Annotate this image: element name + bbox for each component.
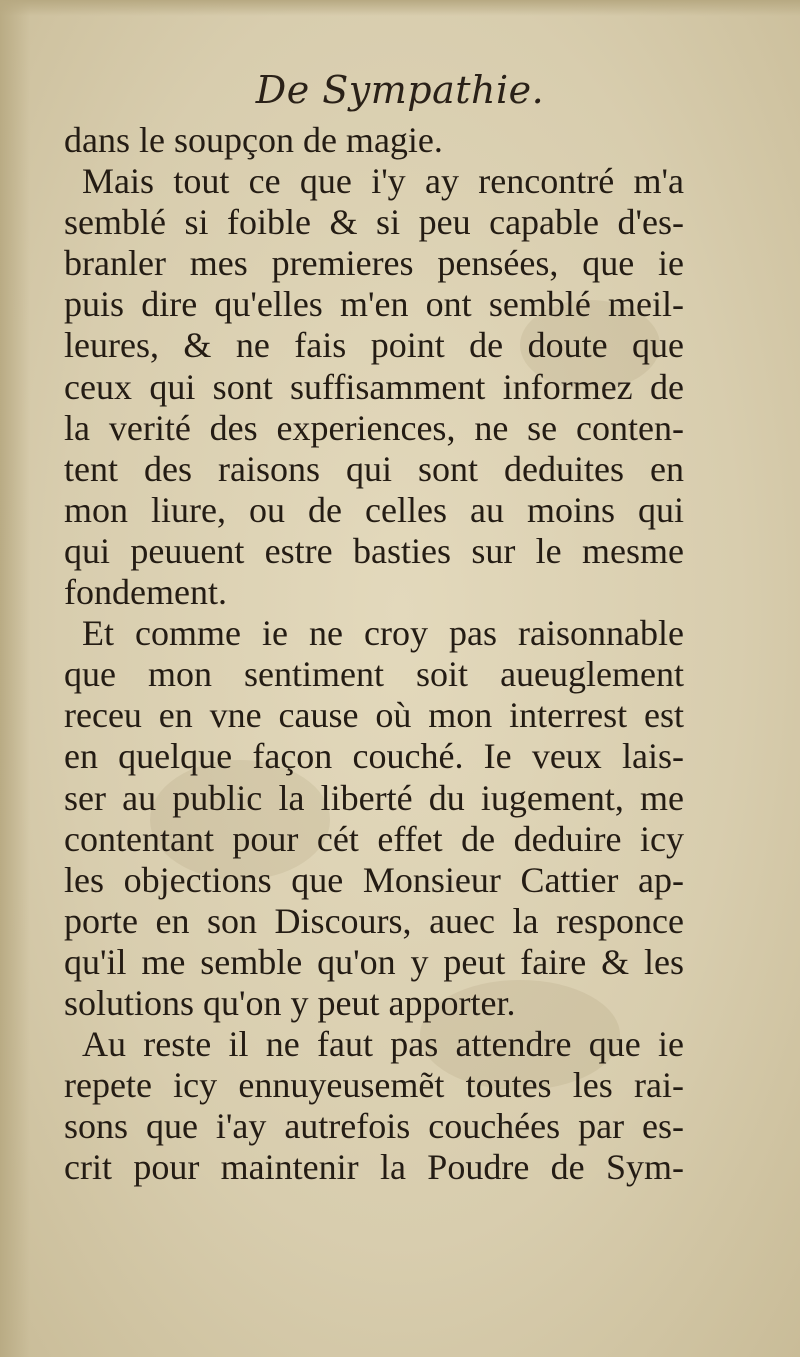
text-line: receu en vne cause où mon interrest est xyxy=(64,695,684,736)
text-line: puis dire qu'elles m'en ont semblé meil- xyxy=(64,284,684,325)
text-line: en quelque façon couché. Ie veux lais- xyxy=(64,736,684,777)
text-line: qu'il me semble qu'on y peut faire & les xyxy=(64,941,684,982)
text-line: sons que i'ay autrefois couchées par es- xyxy=(64,1106,684,1147)
text-line: Mais tout ce que i'y ay rencontré m'a xyxy=(82,161,684,202)
text-line: porte en son Discours, auec la responce xyxy=(64,900,684,941)
text-line: solutions qu'on y peut apporter. xyxy=(64,982,516,1023)
text-line: leures, & ne fais point de doute que xyxy=(64,325,684,366)
text-line: tent des raisons qui sont deduites en xyxy=(64,448,684,489)
text-line: Et comme ie ne croy pas raisonnable xyxy=(82,613,684,654)
page-top-edge-shadow xyxy=(0,0,800,16)
body-text xyxy=(64,120,684,1188)
text-line: ser au public la liberté du iugement, me xyxy=(64,777,684,818)
text-line: fondement. xyxy=(64,572,227,613)
text-line: contentant pour cét effet de deduire icy xyxy=(64,818,684,859)
text-line: repete icy ennuyeusemẽt toutes les rai- xyxy=(64,1065,684,1106)
text-line: mon liure, ou de celles au moins qui xyxy=(64,489,684,530)
text-line: crit pour maintenir la Poudre de Sym- xyxy=(64,1147,684,1188)
text-line: qui peuuent estre basties sur le mesme xyxy=(64,530,684,571)
text-line: que mon sentiment soit aueuglement xyxy=(64,654,684,695)
text-line: la verité des experiences, ne se conten- xyxy=(64,407,684,448)
text-line: ceux qui sont suffisamment informez de xyxy=(64,366,684,407)
text-line: branler mes premieres pensées, que ie xyxy=(64,243,684,284)
text-line: les objections que Monsieur Cattier ap- xyxy=(64,859,684,900)
text-line: semblé si foible & si peu capable d'es- xyxy=(64,202,684,243)
page-left-edge-shadow xyxy=(0,0,30,1357)
running-head: De Sympathie. xyxy=(255,68,545,112)
text-line: Au reste il ne faut pas attendre que ie xyxy=(82,1024,684,1065)
text-line: dans le soupçon de magie. xyxy=(64,120,443,160)
